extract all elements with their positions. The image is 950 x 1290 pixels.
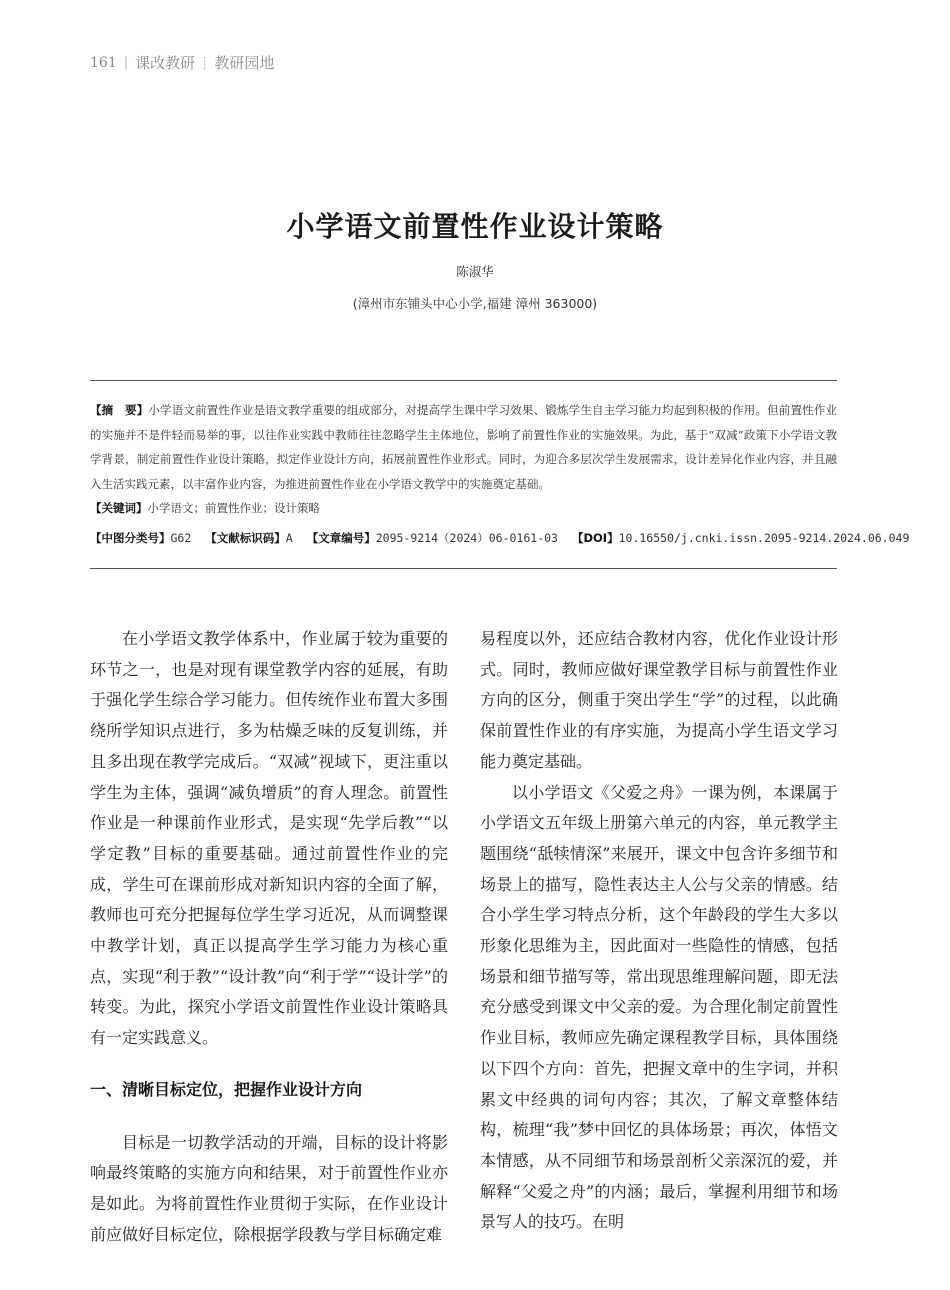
body-right-column bbox=[480, 624, 838, 1238]
header-column: 教研园地 bbox=[214, 54, 275, 72]
keywords bbox=[90, 500, 850, 516]
bottom-divider bbox=[90, 568, 837, 569]
doc-code-value: A bbox=[285, 531, 293, 545]
clc-label: 【中图分类号】 bbox=[90, 531, 171, 545]
affiliation: (漳州市东铺头中心小学,福建 漳州 363000) bbox=[352, 296, 598, 311]
page-number: 161 bbox=[90, 54, 117, 71]
top-divider bbox=[90, 380, 837, 381]
article-no-value: 2095-9214（2024）06-0161-03 bbox=[375, 531, 558, 545]
body-paragraph: 以小学语文《父爱之舟》一课为例，本课属于小学语文五年级上册第六单元的内容，单元教学主题围绕“舐犊情深”来展开，课文中包含许多细节和场景上的描写，隐性表达主人公与父亲的情感。结合小学生学习特点分析，这个年龄段的学生大多以形象化思维为主，因此面对一些隐性的情感，包括场景和细节描写等，常出现思维理解问题，即无法充分感受到课文中父亲的爱。为合理化制定前置性作业目标，教师应先确定课程教学目标，具体围绕以下四个方向：首先，把握文章中的生字词，并积累文中经典的词句内容；其次，了解文章整体结构，梳理“我”梦中回忆的具体场景；再次，体悟文本情感，从不同细节和场景剖析父亲深沉的爱，并解释“父爱之舟”的内涵；最后，掌握利用细节和场景写人的技巧。在明 bbox=[480, 782, 838, 1232]
clc-value: G62 bbox=[170, 531, 192, 545]
header-separator-dotted: ┊ bbox=[201, 55, 209, 70]
doi-label: 【DOI】 bbox=[571, 531, 619, 545]
doi-value: 10.16550/j.cnki.issn.2095-9214.2024.06.049 bbox=[618, 531, 910, 545]
doc-code-label: 【文献标识码】 bbox=[205, 531, 286, 545]
header-separator: | bbox=[123, 55, 129, 70]
body-paragraph: 易程度以外，还应结合教材内容，优化作业设计形式。同时，教师应做好课堂教学目标与前置性作业方向的区分，侧重于突出学生“学”的过程，以此确保前置性作业的有序实施，为提高小学生语文学习能力奠定基础。 bbox=[480, 629, 838, 771]
body-left-column bbox=[90, 624, 448, 1250]
section-heading: 一、清晰目标定位，把握作业设计方向 bbox=[90, 1079, 363, 1099]
header-section: 课改教研 bbox=[135, 54, 196, 72]
body-paragraph: 目标是一切教学活动的开端，目标的设计将影响最终策略的实施方向和结果，对于前置性作业亦是如此。为将前置性作业贯彻于实际，在作业设计前应做好目标定位，除根据学段教与学目标确定难 bbox=[90, 1132, 448, 1244]
running-header bbox=[90, 52, 274, 73]
abstract-label: 【摘 要】 bbox=[90, 403, 149, 417]
article-no-label: 【文章编号】 bbox=[306, 531, 376, 545]
abstract-text: 小学语文前置性作业是语文教学重要的组成部分，对提高学生课中学习效果、锻炼学生自主学习能力均起到积极的作用。但前置性作业的实施并不是件轻而易举的事，以往作业实践中教师往往忽略学生主体地位，影响了前置性作业的实施效果。为此，基于“双减”政策下小学语文教学背景，制定前置性作业设计策略，拟定作业设计方向，拓展前置性作业形式。同时，为迎合多层次学生发展需求，设计差异化作业内容，并且融入生活实践元素，以丰富作业内容，为推进前置性作业在小学语文教学中的实施奠定基础。 bbox=[90, 403, 837, 491]
abstract bbox=[90, 398, 837, 496]
author: 陈淑华 bbox=[456, 264, 494, 279]
keywords-text: 小学语文；前置性作业；设计策略 bbox=[147, 501, 320, 515]
body-paragraph: 在小学语文教学体系中，作业属于较为重要的环节之一，也是对现有课堂教学内容的延展，有助于强化学生综合学习能力。但传统作业布置大多围绕所学知识点进行，多为枯燥乏味的反复训练，并且多出现在教学完成后。“双减”视域下，更注重以学生为主体，强调“减负增质”的育人理念。前置性作业是一种课前作业形式，是实现“先学后教”“以学定教”目标的重要基础。通过前置性作业的完成，学生可在课前形成对新知识内容的全面了解，教师也可充分把握每位学生学习近况，从而调整课中教学计划，真正以提高学生学习能力为核心重点，实现“利于教”“设计教”向“利于学”“设计学”的转变。为此，探究小学语文前置性作业设计策略具有一定实践意义。 bbox=[90, 629, 448, 1048]
classification-line bbox=[90, 530, 910, 546]
keywords-label: 【关键词】 bbox=[90, 501, 148, 515]
article-title: 小学语文前置性作业设计策略 bbox=[286, 210, 664, 243]
